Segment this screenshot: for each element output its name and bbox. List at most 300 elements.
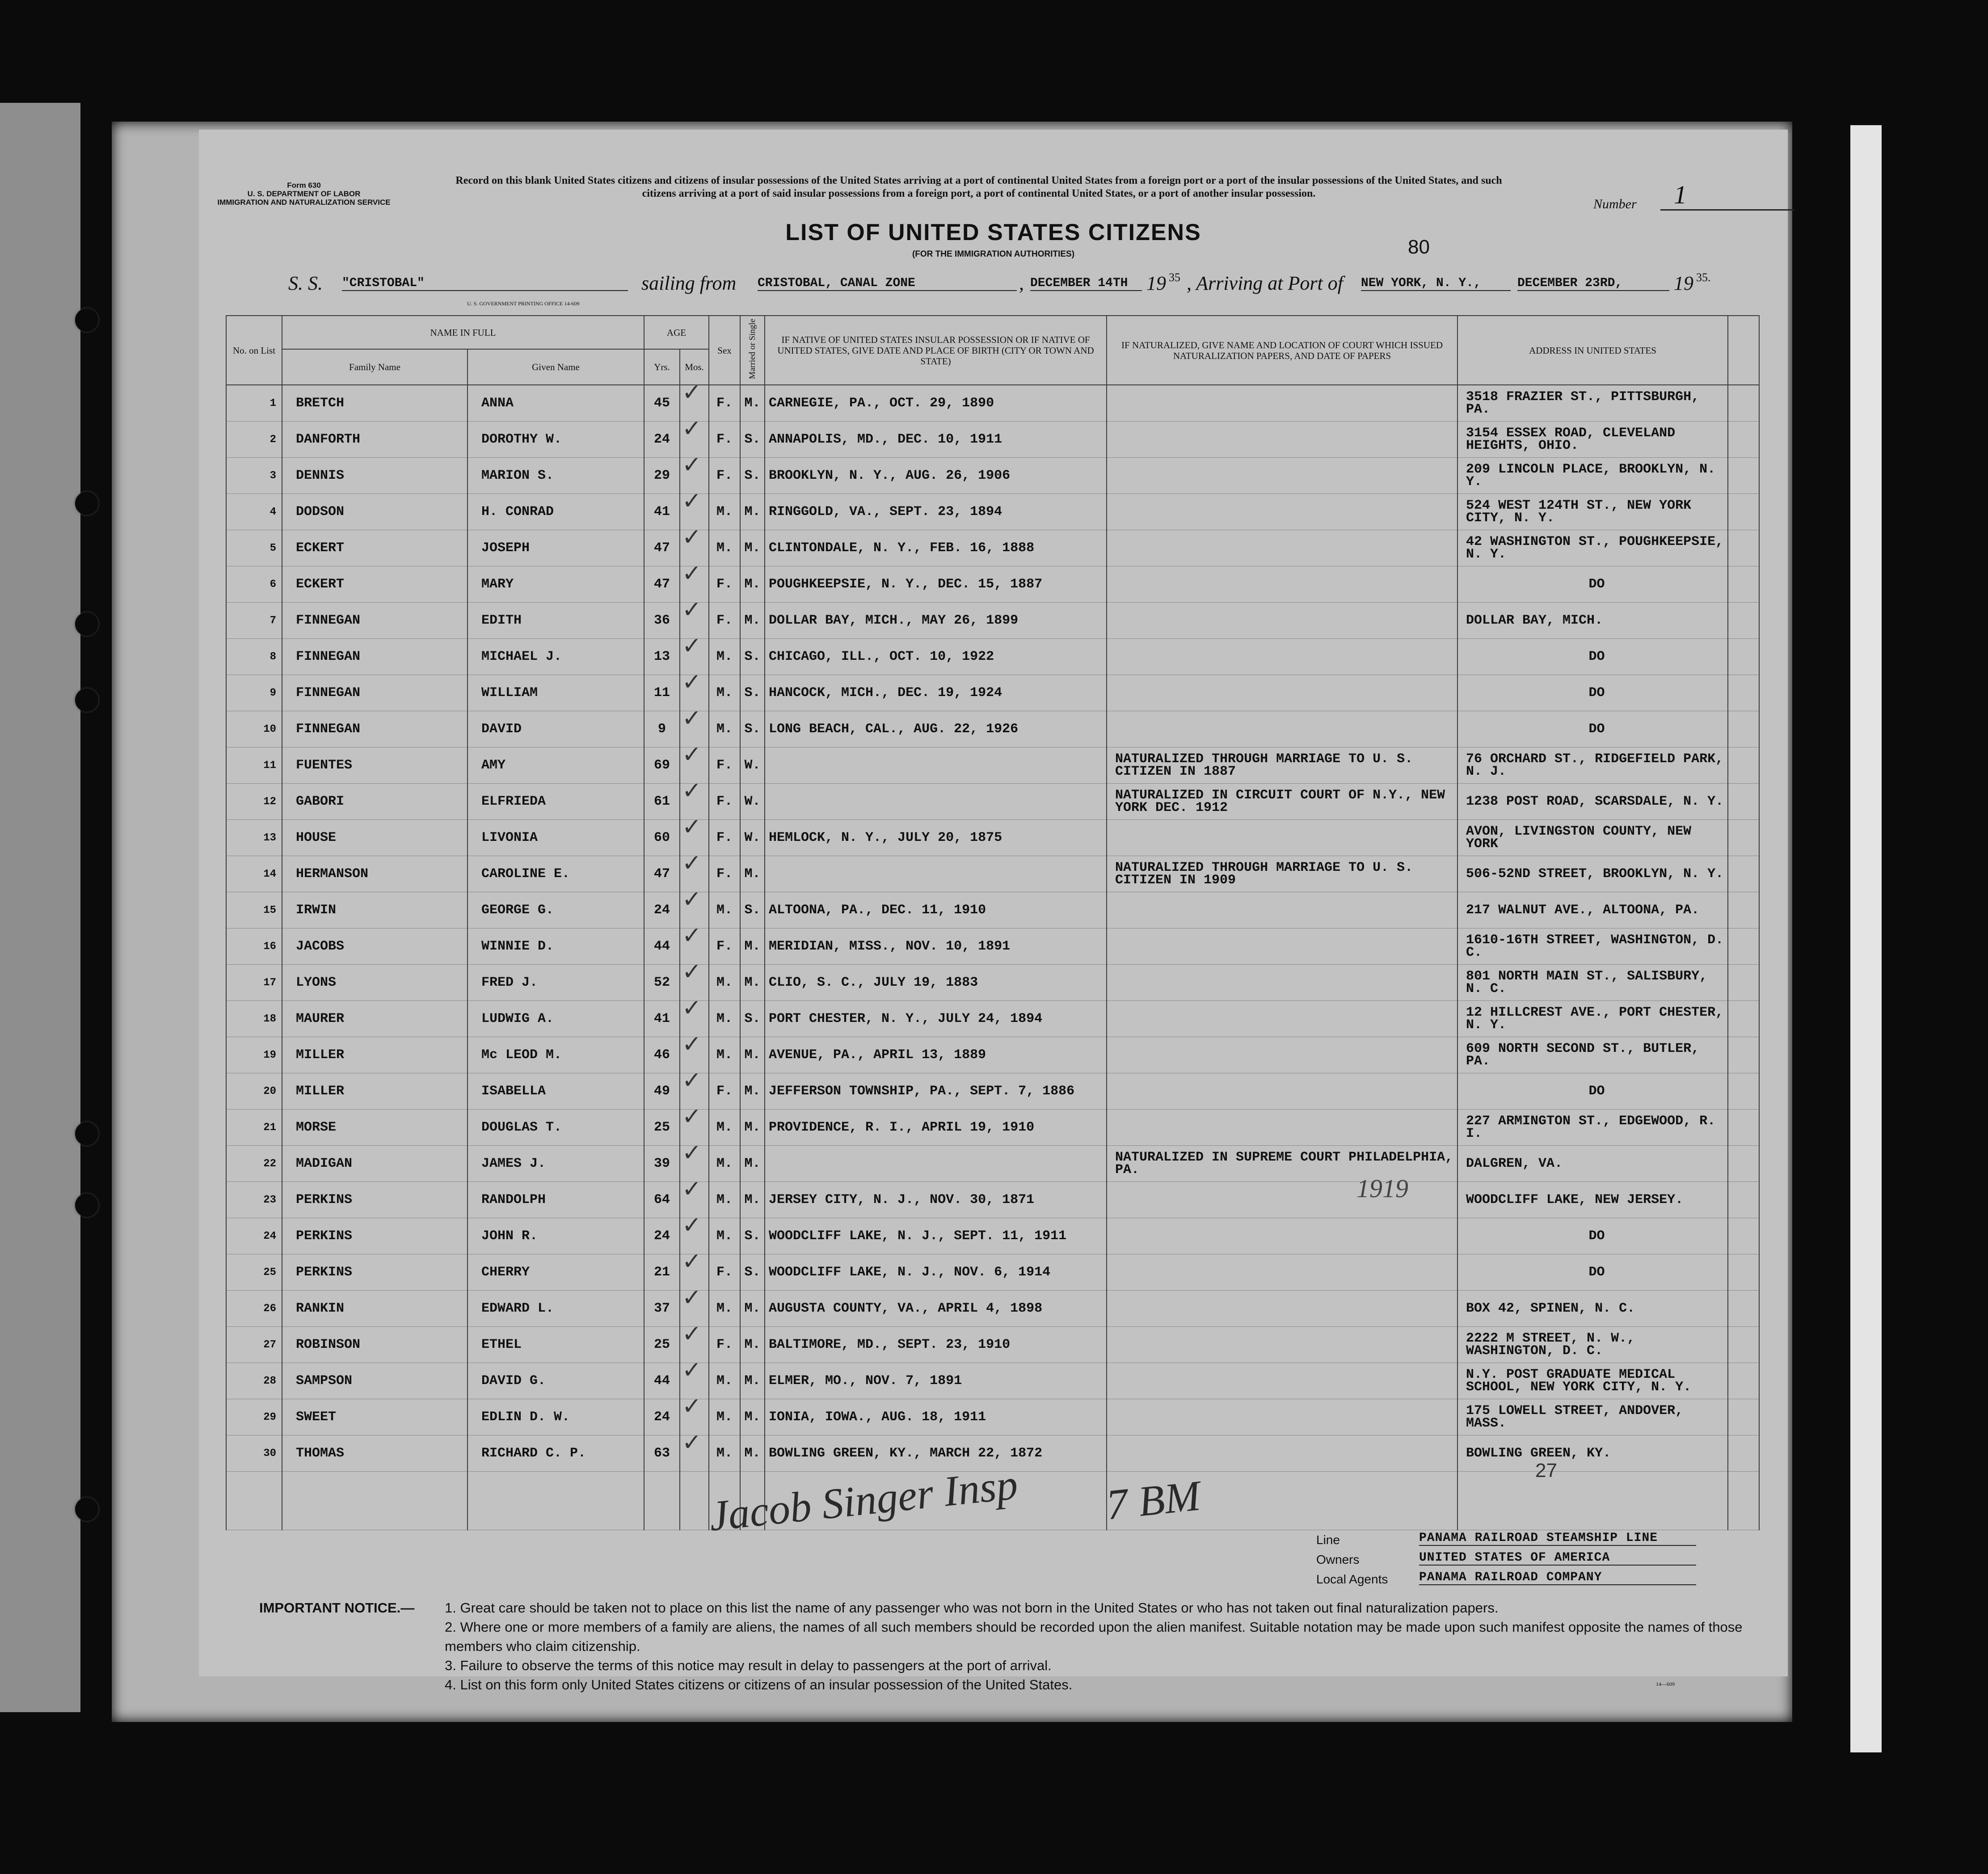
naturalization: NATURALIZED IN SUPREME COURT PHILADELPHIA, PA. [1107, 1146, 1457, 1182]
birth-place-date: CLINTONDALE, N. Y., FEB. 16, 1888 [765, 530, 1107, 566]
blank-cell [1728, 1073, 1759, 1110]
sex: F. [709, 458, 740, 494]
sex: F. [709, 820, 740, 856]
marital-status: M. [740, 1363, 765, 1399]
family-name: FINNEGAN [282, 675, 468, 711]
marital-status: S. [740, 422, 765, 458]
naturalization: NATURALIZED IN CIRCUIT COURT OF N.Y., NEW YORK DEC. 1912 [1107, 784, 1457, 820]
sex: F. [709, 603, 740, 639]
us-address: DO [1457, 566, 1728, 603]
age-years: 24 [644, 1399, 680, 1435]
birth-place-date: RINGGOLD, VA., SEPT. 23, 1894 [765, 494, 1107, 530]
naturalization [1107, 675, 1457, 711]
us-address: 1610-16TH STREET, WASHINGTON, D. C. [1457, 929, 1728, 965]
age-months [680, 1182, 709, 1218]
age-months [680, 530, 709, 566]
us-address: 42 WASHINGTON ST., POUGHKEEPSIE, N. Y. [1457, 530, 1728, 566]
age-years: 21 [644, 1254, 680, 1291]
birth-place-date: ANNAPOLIS, MD., DEC. 10, 1911 [765, 422, 1107, 458]
header-blank [1728, 316, 1759, 385]
checkmark-icon: ✓ [682, 602, 702, 623]
row-number: 17 [226, 965, 282, 1001]
age-months [680, 566, 709, 603]
us-address: DO [1457, 1218, 1728, 1254]
empty-cell [226, 1472, 282, 1530]
us-address: 3154 ESSEX ROAD, CLEVELAND HEIGHTS, OHIO. [1457, 422, 1728, 458]
empty-cell [282, 1472, 468, 1530]
checkmark-icon: ✓ [682, 1145, 702, 1166]
family-name: RANKIN [282, 1291, 468, 1327]
family-name: DENNIS [282, 458, 468, 494]
checkmark-icon: ✓ [682, 457, 702, 478]
checkmark-icon: ✓ [682, 783, 702, 804]
agents-label: Local Agents [1316, 1572, 1388, 1586]
departure-year: 35 [1169, 271, 1180, 284]
birth-place-date [765, 856, 1107, 892]
row-number: 23 [226, 1182, 282, 1218]
checkmark-icon: ✓ [682, 856, 702, 877]
given-name: WILLIAM [468, 675, 644, 711]
birth-place-date: HANCOCK, MICH., DEC. 19, 1924 [765, 675, 1107, 711]
marital-status: M. [740, 1037, 765, 1073]
year-prefix-2: 19 [1674, 272, 1693, 294]
family-name: PERKINS [282, 1218, 468, 1254]
age-months [680, 711, 709, 747]
family-name: LYONS [282, 965, 468, 1001]
naturalization: NATURALIZED THROUGH MARRIAGE TO U. S. CITIZEN IN 1887 [1107, 747, 1457, 784]
sex: M. [709, 1001, 740, 1037]
family-name: DODSON [282, 494, 468, 530]
marital-status: M. [740, 566, 765, 603]
checkmark-icon: ✓ [682, 964, 702, 985]
form-number-block [199, 181, 409, 207]
birth-place-date: MERIDIAN, MISS., NOV. 10, 1891 [765, 929, 1107, 965]
blank-cell [1728, 1254, 1759, 1291]
blank-cell [1728, 566, 1759, 603]
sex: F. [709, 784, 740, 820]
line-value: PANAMA RAILROAD STEAMSHIP LINE [1419, 1531, 1696, 1546]
row-number: 21 [226, 1110, 282, 1146]
family-name: ECKERT [282, 530, 468, 566]
married-single-label: Married or Single [747, 319, 757, 380]
row-number: 24 [226, 1218, 282, 1254]
sex: F. [709, 929, 740, 965]
header-family-name: Family Name [282, 349, 468, 385]
sex: F. [709, 1073, 740, 1110]
notice-item-3: 3. Failure to observe the terms of this notice may result in delay to passengers at the port of arrival. [445, 1658, 1052, 1673]
sex: M. [709, 1435, 740, 1472]
marital-status: M. [740, 965, 765, 1001]
row-number: 5 [226, 530, 282, 566]
binder-hole [75, 492, 98, 515]
given-name: H. CONRAD [468, 494, 644, 530]
blank-cell [1728, 1327, 1759, 1363]
age-years: 64 [644, 1182, 680, 1218]
age-months [680, 1146, 709, 1182]
form-code: 14—609 [1656, 1681, 1675, 1687]
age-months [680, 1399, 709, 1435]
table-row [226, 675, 1759, 711]
table-row [226, 1399, 1759, 1435]
marital-status: S. [740, 1001, 765, 1037]
age-months [680, 1327, 709, 1363]
checkmark-icon: ✓ [682, 421, 702, 442]
service-name: IMMIGRATION AND NATURALIZATION SERVICE [217, 198, 391, 207]
marital-status: S. [740, 711, 765, 747]
table-row [226, 1073, 1759, 1110]
blank-cell [1728, 1037, 1759, 1073]
naturalization [1107, 1001, 1457, 1037]
family-name: DANFORTH [282, 422, 468, 458]
binder-hole [75, 612, 98, 636]
birth-place-date [765, 1146, 1107, 1182]
naturalization [1107, 711, 1457, 747]
checkmark-icon: ✓ [682, 1290, 702, 1311]
us-address: DO [1457, 1073, 1728, 1110]
ss-label: S. S. [288, 272, 323, 294]
table-row [226, 711, 1759, 747]
age-months [680, 965, 709, 1001]
row-number: 10 [226, 711, 282, 747]
table-row [226, 820, 1759, 856]
family-name: JACOBS [282, 929, 468, 965]
checkmark-icon: ✓ [682, 892, 702, 913]
blank-cell [1728, 422, 1759, 458]
family-name: MAURER [282, 1001, 468, 1037]
table-row [226, 494, 1759, 530]
row-number: 1 [226, 385, 282, 422]
owners-label: Owners [1316, 1553, 1360, 1566]
row-number: 26 [226, 1291, 282, 1327]
right-page-edge [1850, 125, 1882, 1752]
table-row [226, 856, 1759, 892]
blank-cell [1728, 530, 1759, 566]
given-name: AMY [468, 747, 644, 784]
age-years: 41 [644, 494, 680, 530]
page-subtitle: (FOR THE IMMIGRATION AUTHORITIES) [912, 249, 1075, 259]
age-years: 52 [644, 965, 680, 1001]
family-name: FINNEGAN [282, 603, 468, 639]
family-name: MILLER [282, 1037, 468, 1073]
marital-status: S. [740, 458, 765, 494]
birth-place-date: CHICAGO, ILL., OCT. 10, 1922 [765, 639, 1107, 675]
pencil-count: 27 [1535, 1460, 1557, 1481]
given-name: FRED J. [468, 965, 644, 1001]
us-address: DO [1457, 675, 1728, 711]
marital-status: S. [740, 639, 765, 675]
us-address: 227 ARMINGTON ST., EDGEWOOD, R. I. [1457, 1110, 1728, 1146]
given-name: JAMES J. [468, 1146, 644, 1182]
given-name: RICHARD C. P. [468, 1435, 644, 1472]
header-name-in-full: NAME IN FULL [282, 316, 644, 349]
row-number: 18 [226, 1001, 282, 1037]
notice-item-1: 1. Great care should be taken not to place on this list the name of any passenger who was not born in the United States or who has not taken out final naturalization papers. [445, 1600, 1499, 1616]
us-address: DOLLAR BAY, MICH. [1457, 603, 1728, 639]
table-row [226, 566, 1759, 603]
age-years: 29 [644, 458, 680, 494]
given-name: DAVID [468, 711, 644, 747]
given-name: RANDOLPH [468, 1182, 644, 1218]
checkmark-icon: ✓ [682, 819, 702, 840]
marital-status: S. [740, 892, 765, 929]
handwritten-year: 1919 [1356, 1174, 1408, 1203]
blank-cell [1728, 603, 1759, 639]
binder-hole [75, 1498, 98, 1521]
table-row [226, 1146, 1759, 1182]
family-name: PERKINS [282, 1182, 468, 1218]
department-name: U. S. DEPARTMENT OF LABOR [247, 190, 361, 198]
given-name: Mc LEOD M. [468, 1037, 644, 1073]
row-number: 15 [226, 892, 282, 929]
us-address: BOWLING GREEN, KY. [1457, 1435, 1728, 1472]
arrival-date: DECEMBER 23RD, [1517, 276, 1669, 291]
sex: M. [709, 1037, 740, 1073]
age-years: 25 [644, 1327, 680, 1363]
us-address: DO [1457, 711, 1728, 747]
marital-status: M. [740, 1182, 765, 1218]
birth-place-date: ALTOONA, PA., DEC. 11, 1910 [765, 892, 1107, 929]
sex: M. [709, 1182, 740, 1218]
age-years: 9 [644, 711, 680, 747]
binder-hole [75, 308, 98, 332]
header-address: ADDRESS IN UNITED STATES [1457, 316, 1728, 385]
checkmark-icon: ✓ [682, 1435, 702, 1456]
citizen-list-form [199, 130, 1788, 1693]
table-row [226, 422, 1759, 458]
row-number: 3 [226, 458, 282, 494]
sex: M. [709, 639, 740, 675]
naturalization [1107, 1399, 1457, 1435]
header-age: AGE [644, 316, 709, 349]
blank-cell [1728, 639, 1759, 675]
header-birth: IF NATIVE OF UNITED STATES INSULAR POSSESSION OR IF NATIVE OF UNITED STATES, GIVE DATE AND PLACE OF BIRTH (CITY OR TOWN AND STATE) [765, 316, 1107, 385]
family-name: IRWIN [282, 892, 468, 929]
passenger-table [226, 315, 1760, 1530]
birth-place-date: PORT CHESTER, N. Y., JULY 24, 1894 [765, 1001, 1107, 1037]
table-row [226, 892, 1759, 929]
notice-item-2: 2. Where one or more members of a family are aliens, the names of all such members should be recorded upon the alien manifest. Suitable notation may be made upon such manifest opposite the names of those members who claim citizenship. [445, 1619, 1743, 1654]
year-prefix: 19 [1146, 272, 1166, 294]
blank-cell [1728, 1291, 1759, 1327]
birth-place-date [765, 784, 1107, 820]
table-row [226, 458, 1759, 494]
age-years: 49 [644, 1073, 680, 1110]
naturalization [1107, 1110, 1457, 1146]
row-number: 7 [226, 603, 282, 639]
age-years: 63 [644, 1435, 680, 1472]
checkmark-icon: ✓ [682, 566, 702, 587]
checkmark-icon: ✓ [682, 747, 702, 768]
record-instructions: Record on this blank United States citizens and citizens of insular possessions of the United States arriving at a port of continental United States from a foreign port or a port of the insular possessions of the United States, and such citizens arriving at a port of said insular possessions from a foreign port, a port of continental United States, or a port of another insular possession. [455, 175, 1502, 199]
header-married-single [740, 316, 765, 385]
checkmark-icon: ✓ [682, 385, 702, 406]
row-number: 11 [226, 747, 282, 784]
us-address: 217 WALNUT AVE., ALTOONA, PA. [1457, 892, 1728, 929]
table-row [226, 1363, 1759, 1399]
table-row [226, 1001, 1759, 1037]
table-row [226, 1110, 1759, 1146]
checkmark-icon: ✓ [682, 1363, 702, 1384]
print-note: U. S. GOVERNMENT PRINTING OFFICE 14-609 [467, 300, 580, 307]
marital-status: M. [740, 1327, 765, 1363]
naturalization [1107, 566, 1457, 603]
age-months [680, 494, 709, 530]
birth-place-date: BALTIMORE, MD., SEPT. 23, 1910 [765, 1327, 1107, 1363]
birth-place-date: LONG BEACH, CAL., AUG. 22, 1926 [765, 711, 1107, 747]
age-months [680, 385, 709, 422]
table-row [226, 965, 1759, 1001]
birth-place-date: CLIO, S. C., JULY 19, 1883 [765, 965, 1107, 1001]
given-name: LUDWIG A. [468, 1001, 644, 1037]
given-name: DAVID G. [468, 1363, 644, 1399]
table-row [226, 530, 1759, 566]
birth-place-date: BOWLING GREEN, KY., MARCH 22, 1872 [765, 1435, 1107, 1472]
row-number: 27 [226, 1327, 282, 1363]
blank-cell [1728, 1146, 1759, 1182]
marital-status: W. [740, 820, 765, 856]
age-years: 44 [644, 929, 680, 965]
family-name: ROBINSON [282, 1327, 468, 1363]
row-number: 13 [226, 820, 282, 856]
age-months [680, 929, 709, 965]
number-underline [1660, 209, 1794, 211]
us-address: 12 HILLCREST AVE., PORT CHESTER, N. Y. [1457, 1001, 1728, 1037]
birth-place-date: WOODCLIFF LAKE, N. J., NOV. 6, 1914 [765, 1254, 1107, 1291]
us-address: N.Y. POST GRADUATE MEDICAL SCHOOL, NEW YORK CITY, N. Y. [1457, 1363, 1728, 1399]
blank-cell [1728, 1435, 1759, 1472]
marital-status: M. [740, 1146, 765, 1182]
blank-cell [1728, 494, 1759, 530]
us-address: AVON, LIVINGSTON COUNTY, NEW YORK [1457, 820, 1728, 856]
age-months [680, 639, 709, 675]
row-number: 28 [226, 1363, 282, 1399]
marital-status: W. [740, 784, 765, 820]
header-yrs: Yrs. [644, 349, 680, 385]
owners-value: UNITED STATES OF AMERICA [1419, 1551, 1696, 1566]
checkmark-icon: ✓ [682, 1326, 702, 1347]
sex: F. [709, 385, 740, 422]
age-months [680, 1435, 709, 1472]
checkmark-icon: ✓ [682, 1254, 702, 1275]
us-address: 209 LINCOLN PLACE, BROOKLYN, N. Y. [1457, 458, 1728, 494]
row-number: 6 [226, 566, 282, 603]
naturalization [1107, 530, 1457, 566]
arriving-label: , Arriving at Port of [1187, 272, 1343, 294]
us-address: 3518 FRAZIER ST., PITTSBURGH, PA. [1457, 385, 1728, 422]
age-years: 24 [644, 892, 680, 929]
naturalization [1107, 458, 1457, 494]
sex: M. [709, 530, 740, 566]
family-name: HOUSE [282, 820, 468, 856]
naturalization [1107, 1291, 1457, 1327]
age-months [680, 856, 709, 892]
binder-hole [75, 1194, 98, 1217]
marital-status: S. [740, 675, 765, 711]
birth-place-date: ELMER, MO., NOV. 7, 1891 [765, 1363, 1107, 1399]
naturalization [1107, 422, 1457, 458]
age-years: 60 [644, 820, 680, 856]
given-name: DOUGLAS T. [468, 1110, 644, 1146]
age-years: 39 [644, 1146, 680, 1182]
age-months [680, 458, 709, 494]
family-name: ECKERT [282, 566, 468, 603]
agents-value: PANAMA RAILROAD COMPANY [1419, 1570, 1696, 1585]
family-name: FINNEGAN [282, 711, 468, 747]
sex: F. [709, 1327, 740, 1363]
us-address: WOODCLIFF LAKE, NEW JERSEY. [1457, 1182, 1728, 1218]
row-number: 8 [226, 639, 282, 675]
sex: M. [709, 1291, 740, 1327]
family-name: GABORI [282, 784, 468, 820]
voyage-line: S. S. "CRISTOBAL" sailing from CRISTOBAL, CANAL ZONE , DECEMBER 14TH 19 35 , Arriving at Port of NEW YORK, N. Y., DECEMBER 23RD, 19 35. [288, 271, 1711, 294]
family-name: MADIGAN [282, 1146, 468, 1182]
row-number: 16 [226, 929, 282, 965]
form-number: Form 630 [287, 181, 321, 190]
checkmark-icon: ✓ [682, 1399, 702, 1420]
marital-status: M. [740, 1073, 765, 1110]
naturalization [1107, 820, 1457, 856]
age-months [680, 892, 709, 929]
age-years: 24 [644, 422, 680, 458]
age-years: 47 [644, 566, 680, 603]
naturalization [1107, 1037, 1457, 1073]
family-name: FUENTES [282, 747, 468, 784]
row-number: 9 [226, 675, 282, 711]
family-name: MILLER [282, 1073, 468, 1110]
blank-cell [1728, 1182, 1759, 1218]
empty-cell [644, 1472, 680, 1530]
marital-status: S. [740, 1254, 765, 1291]
naturalization [1107, 965, 1457, 1001]
blank-cell [1728, 892, 1759, 929]
arrival-port: NEW YORK, N. Y., [1361, 276, 1511, 291]
sex: M. [709, 1399, 740, 1435]
age-years: 69 [644, 747, 680, 784]
sailing-from-port: CRISTOBAL, CANAL ZONE [758, 276, 1017, 291]
family-name: MORSE [282, 1110, 468, 1146]
age-years: 61 [644, 784, 680, 820]
us-address: DO [1457, 1254, 1728, 1291]
us-address: BOX 42, SPINEN, N. C. [1457, 1291, 1728, 1327]
age-years: 47 [644, 530, 680, 566]
family-name: BRETCH [282, 385, 468, 422]
age-months [680, 1363, 709, 1399]
age-years: 46 [644, 1037, 680, 1073]
arrival-year: 35. [1696, 271, 1711, 284]
marital-status: M. [740, 1110, 765, 1146]
us-address: 1238 POST ROAD, SCARSDALE, N. Y. [1457, 784, 1728, 820]
birth-place-date: JEFFERSON TOWNSHIP, PA., SEPT. 7, 1886 [765, 1073, 1107, 1110]
table-row [226, 1327, 1759, 1363]
checkmark-icon: ✓ [682, 1037, 702, 1058]
us-address: 609 NORTH SECOND ST., BUTLER, PA. [1457, 1037, 1728, 1073]
checkmark-icon: ✓ [682, 1182, 702, 1203]
table-row [226, 929, 1759, 965]
page-title: LIST OF UNITED STATES CITIZENS [785, 219, 1201, 245]
line-field [1316, 1531, 1808, 1551]
table-row [226, 1291, 1759, 1327]
given-name: ELFRIEDA [468, 784, 644, 820]
table-row [226, 1037, 1759, 1073]
naturalization [1107, 494, 1457, 530]
header-naturalized: IF NATURALIZED, GIVE NAME AND LOCATION OF COURT WHICH ISSUED NATURALIZATION PAPERS, AND DATE OF PAPERS [1107, 316, 1457, 385]
us-address: 506-52ND STREET, BROOKLYN, N. Y. [1457, 856, 1728, 892]
birth-place-date: JERSEY CITY, N. J., NOV. 30, 1871 [765, 1182, 1107, 1218]
marital-status: S. [740, 1218, 765, 1254]
family-name: SWEET [282, 1399, 468, 1435]
given-name: JOHN R. [468, 1218, 644, 1254]
sex: M. [709, 892, 740, 929]
